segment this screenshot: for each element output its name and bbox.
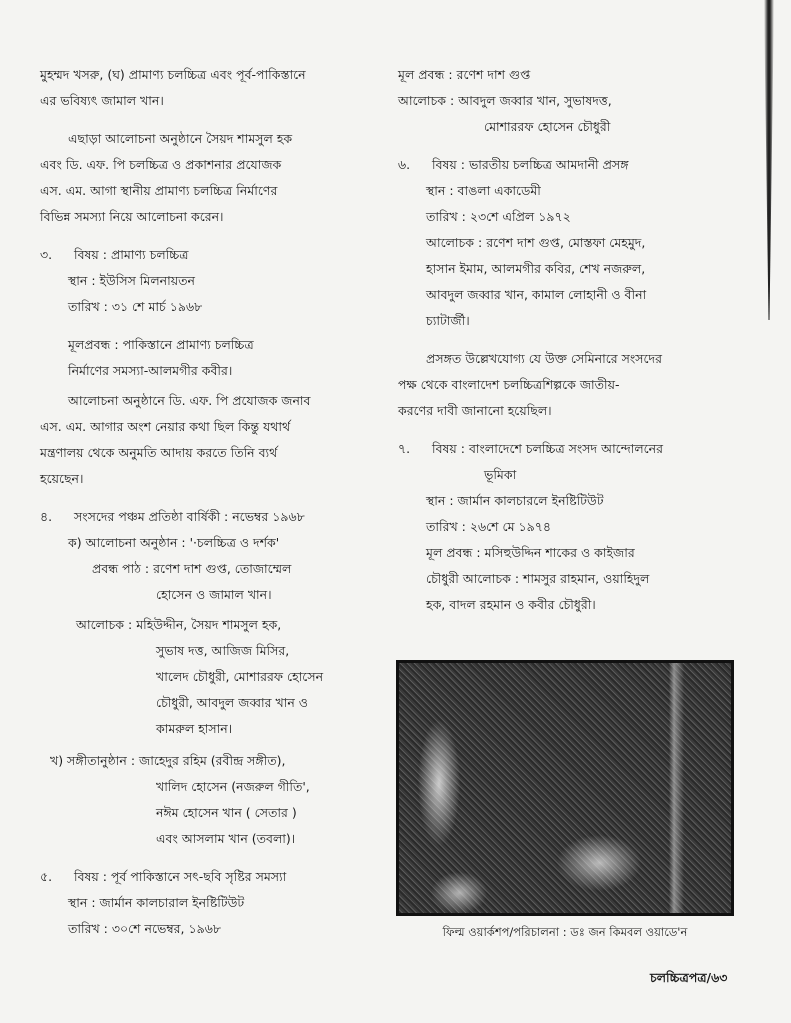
photo-caption: ফিল্ম ওয়ার্কশপ/পরিচালনা : ডঃ জন কিমবল ওয়াডে'ন xyxy=(442,925,688,939)
item5-subject: বিষয় : পূর্ব পাকিস্তানে সৎ-ছবি সৃষ্টির সমস্যা xyxy=(74,869,287,884)
item6-critics: চ্যাটার্জী। xyxy=(426,313,470,328)
item4-music: খালিদ হোসেন (নজরুল গীতি', xyxy=(156,779,310,794)
item7-venue: স্থান : জার্মান কালচারলে ইনষ্টিটিউট xyxy=(426,493,604,508)
item6-subject: বিষয় : ভারতীয় চলচ্চিত্র আমদানী প্রসঙ্গ xyxy=(432,157,629,172)
paragraph-line: এছাড়া আলোচনা অনুষ্ঠানে সৈয়দ শামসুল হক xyxy=(68,131,293,146)
item-number: ৩. xyxy=(40,247,53,262)
item6-venue: স্থান : বাঙলা একাডেমী xyxy=(426,183,541,198)
item-number: ৬. xyxy=(398,157,411,172)
item-number: ৭. xyxy=(398,441,411,456)
item3-date: তারিখ : ৩১ শে মার্চ ১৯৬৮ xyxy=(68,299,203,314)
item-number: ৫. xyxy=(40,869,53,884)
intro-line: মুহম্মদ খসরু, (ঘ) প্রামাণ্য চলচ্চিত্র এবং পূর্ব-পাকিস্তানে xyxy=(40,67,306,82)
item3-subject-row xyxy=(40,242,395,268)
item3-paper: মূলপ্রবন্ধ : পাকিস্তানে প্রামাণ্য চলচ্চিত্র xyxy=(68,337,254,352)
item4-title-row xyxy=(40,504,395,530)
item4-paper: প্রবন্ধ পাঠ : রণেশ দাশ গুপ্ত, তোজাম্মেল xyxy=(92,561,292,576)
item7-subject-row xyxy=(398,436,758,462)
item6-date: তারিখ : ২৩শে এপ্রিল ১৯৭২ xyxy=(426,209,571,224)
right-column xyxy=(398,62,758,618)
item5-venue: স্থান : জার্মান কালচারাল ইনষ্টিটিউট xyxy=(68,895,245,910)
item4-critics: কামরুল হাসান। xyxy=(156,721,233,736)
item7-subject: বিষয় : বাংলাদেশে চলচ্চিত্র সংসদ আন্দোলনের xyxy=(432,441,664,456)
item4-music: এবং আসলাম খান (তবলা)। xyxy=(156,831,296,846)
top-critics: মোশাররফ হোসেন চৌধুরী xyxy=(484,119,611,134)
item4-music: খ) সঙ্গীতানুষ্ঠান : জাহেদুর রহিম (রবীন্দ্র সঙ্গীত), xyxy=(50,753,286,768)
paragraph-line: পক্ষ থেকে বাংলাদেশ চলচ্চিত্রশিল্পকে জাতীয়- xyxy=(398,377,620,392)
paragraph-line: মন্ত্রণালয় থেকে অনুমতি আদায় করতে তিনি ব্যর্থ xyxy=(40,445,278,460)
item4-sub-a: ক) আলোচনা অনুষ্ঠান : '·চলচ্চিত্র ও দর্শক' xyxy=(68,535,280,550)
paragraph-line: করণের দাবী জানানো হয়েছিল। xyxy=(398,403,552,418)
paragraph-line: এস. এম. আগার অংশ নেয়ার কথা ছিল কিন্তু যথার্থ xyxy=(40,419,291,434)
item7-subject: ভূমিকা xyxy=(484,467,517,482)
left-column xyxy=(40,62,395,942)
item5-date: তারিখ : ৩০শে নভেম্বর, ১৯৬৮ xyxy=(68,921,221,936)
item4-music: নঈম হোসেন খান ( সেতার ) xyxy=(156,805,297,820)
item6-subject-row xyxy=(398,152,758,178)
item6-critics: আবদুল জব্বার খান, কামাল লোহানী ও বীনা xyxy=(426,287,647,302)
page-edge-shadow xyxy=(764,0,774,320)
top-critics: আলোচক : আবদুল জব্বার খান, সুভাষদত্ত, xyxy=(398,93,612,108)
item4-title: সংসদের পঞ্চম প্রতিষ্ঠা বার্ষিকী : নভেম্বর ১৯৬৮ xyxy=(74,509,305,524)
paragraph-line: বিভিন্ন সমস্যা নিয়ে আলোচনা করেন। xyxy=(40,209,224,224)
item4-critics: খালেদ চৌধুরী, মোশাররফ হোসেন xyxy=(156,669,324,684)
item7-details: হক, বাদল রহমান ও কবীর চৌধুরী। xyxy=(426,597,596,612)
page-folio: চলচ্চিত্রপত্র/৬৩ xyxy=(650,970,728,985)
item7-details: চৌধুরী আলোচক : শামসুর রাহমান, ওয়াহিদুল xyxy=(426,571,650,586)
paragraph-line: এস. এম. আগা স্থানীয় প্রামাণ্য চলচ্চিত্র নির্মাণের xyxy=(40,183,278,198)
paragraph-line: হয়েছেন। xyxy=(40,471,84,486)
item4-critics: সুভাষ দত্ত, আজিজ মিসির, xyxy=(156,643,290,658)
item7-details: মূল প্রবন্ধ : মসিহুউদ্দিন শাকের ও কাইজার xyxy=(426,545,635,560)
item-number: ৪. xyxy=(40,509,53,524)
item4-paper: হোসেন ও জামাল খান। xyxy=(156,587,272,602)
film-workshop-photo xyxy=(396,660,734,916)
item6-critics: আলোচক : রণেশ দাশ গুপ্ত, মোস্তফা মেহমুদ, xyxy=(426,235,646,250)
item4-critics: চৌধুরী, আবদুল জব্বার খান ও xyxy=(156,695,308,710)
item3-subject: বিষয় : প্রামাণ্য চলচ্চিত্র xyxy=(74,247,189,262)
item7-date: তারিখ : ২৬শে মে ১৯৭৪ xyxy=(426,519,551,534)
item3-paper: নির্মাণের সমস্যা-আলমগীর কবীর। xyxy=(68,363,233,378)
paragraph-line: আলোচনা অনুষ্ঠানে ডি. এফ. পি প্রযোজক জনাব xyxy=(68,393,311,408)
item3-venue: স্থান : ইউসিস মিলনায়তন xyxy=(68,273,195,288)
item5-subject-row xyxy=(40,864,395,890)
paragraph-line: প্রসঙ্গত উল্লেখযোগ্য যে উক্ত সেমিনারে সংসদের xyxy=(426,351,662,366)
intro-line: এর ভবিষ্যৎ জামাল খান। xyxy=(40,93,164,108)
item4-critics: আলোচক : মহিউদ্দীন, সৈয়দ শামসুল হক, xyxy=(76,617,282,632)
top-paper: মূল প্রবন্ধ : রণেশ দাশ গুপ্ত xyxy=(398,67,531,82)
paragraph-line: এবং ডি. এফ. পি চলচ্চিত্র ও প্রকাশনার প্রযোজক xyxy=(40,157,282,172)
item6-critics: হাসান ইমাম, আলমগীর কবির, শেখ নজরুল, xyxy=(426,261,646,276)
